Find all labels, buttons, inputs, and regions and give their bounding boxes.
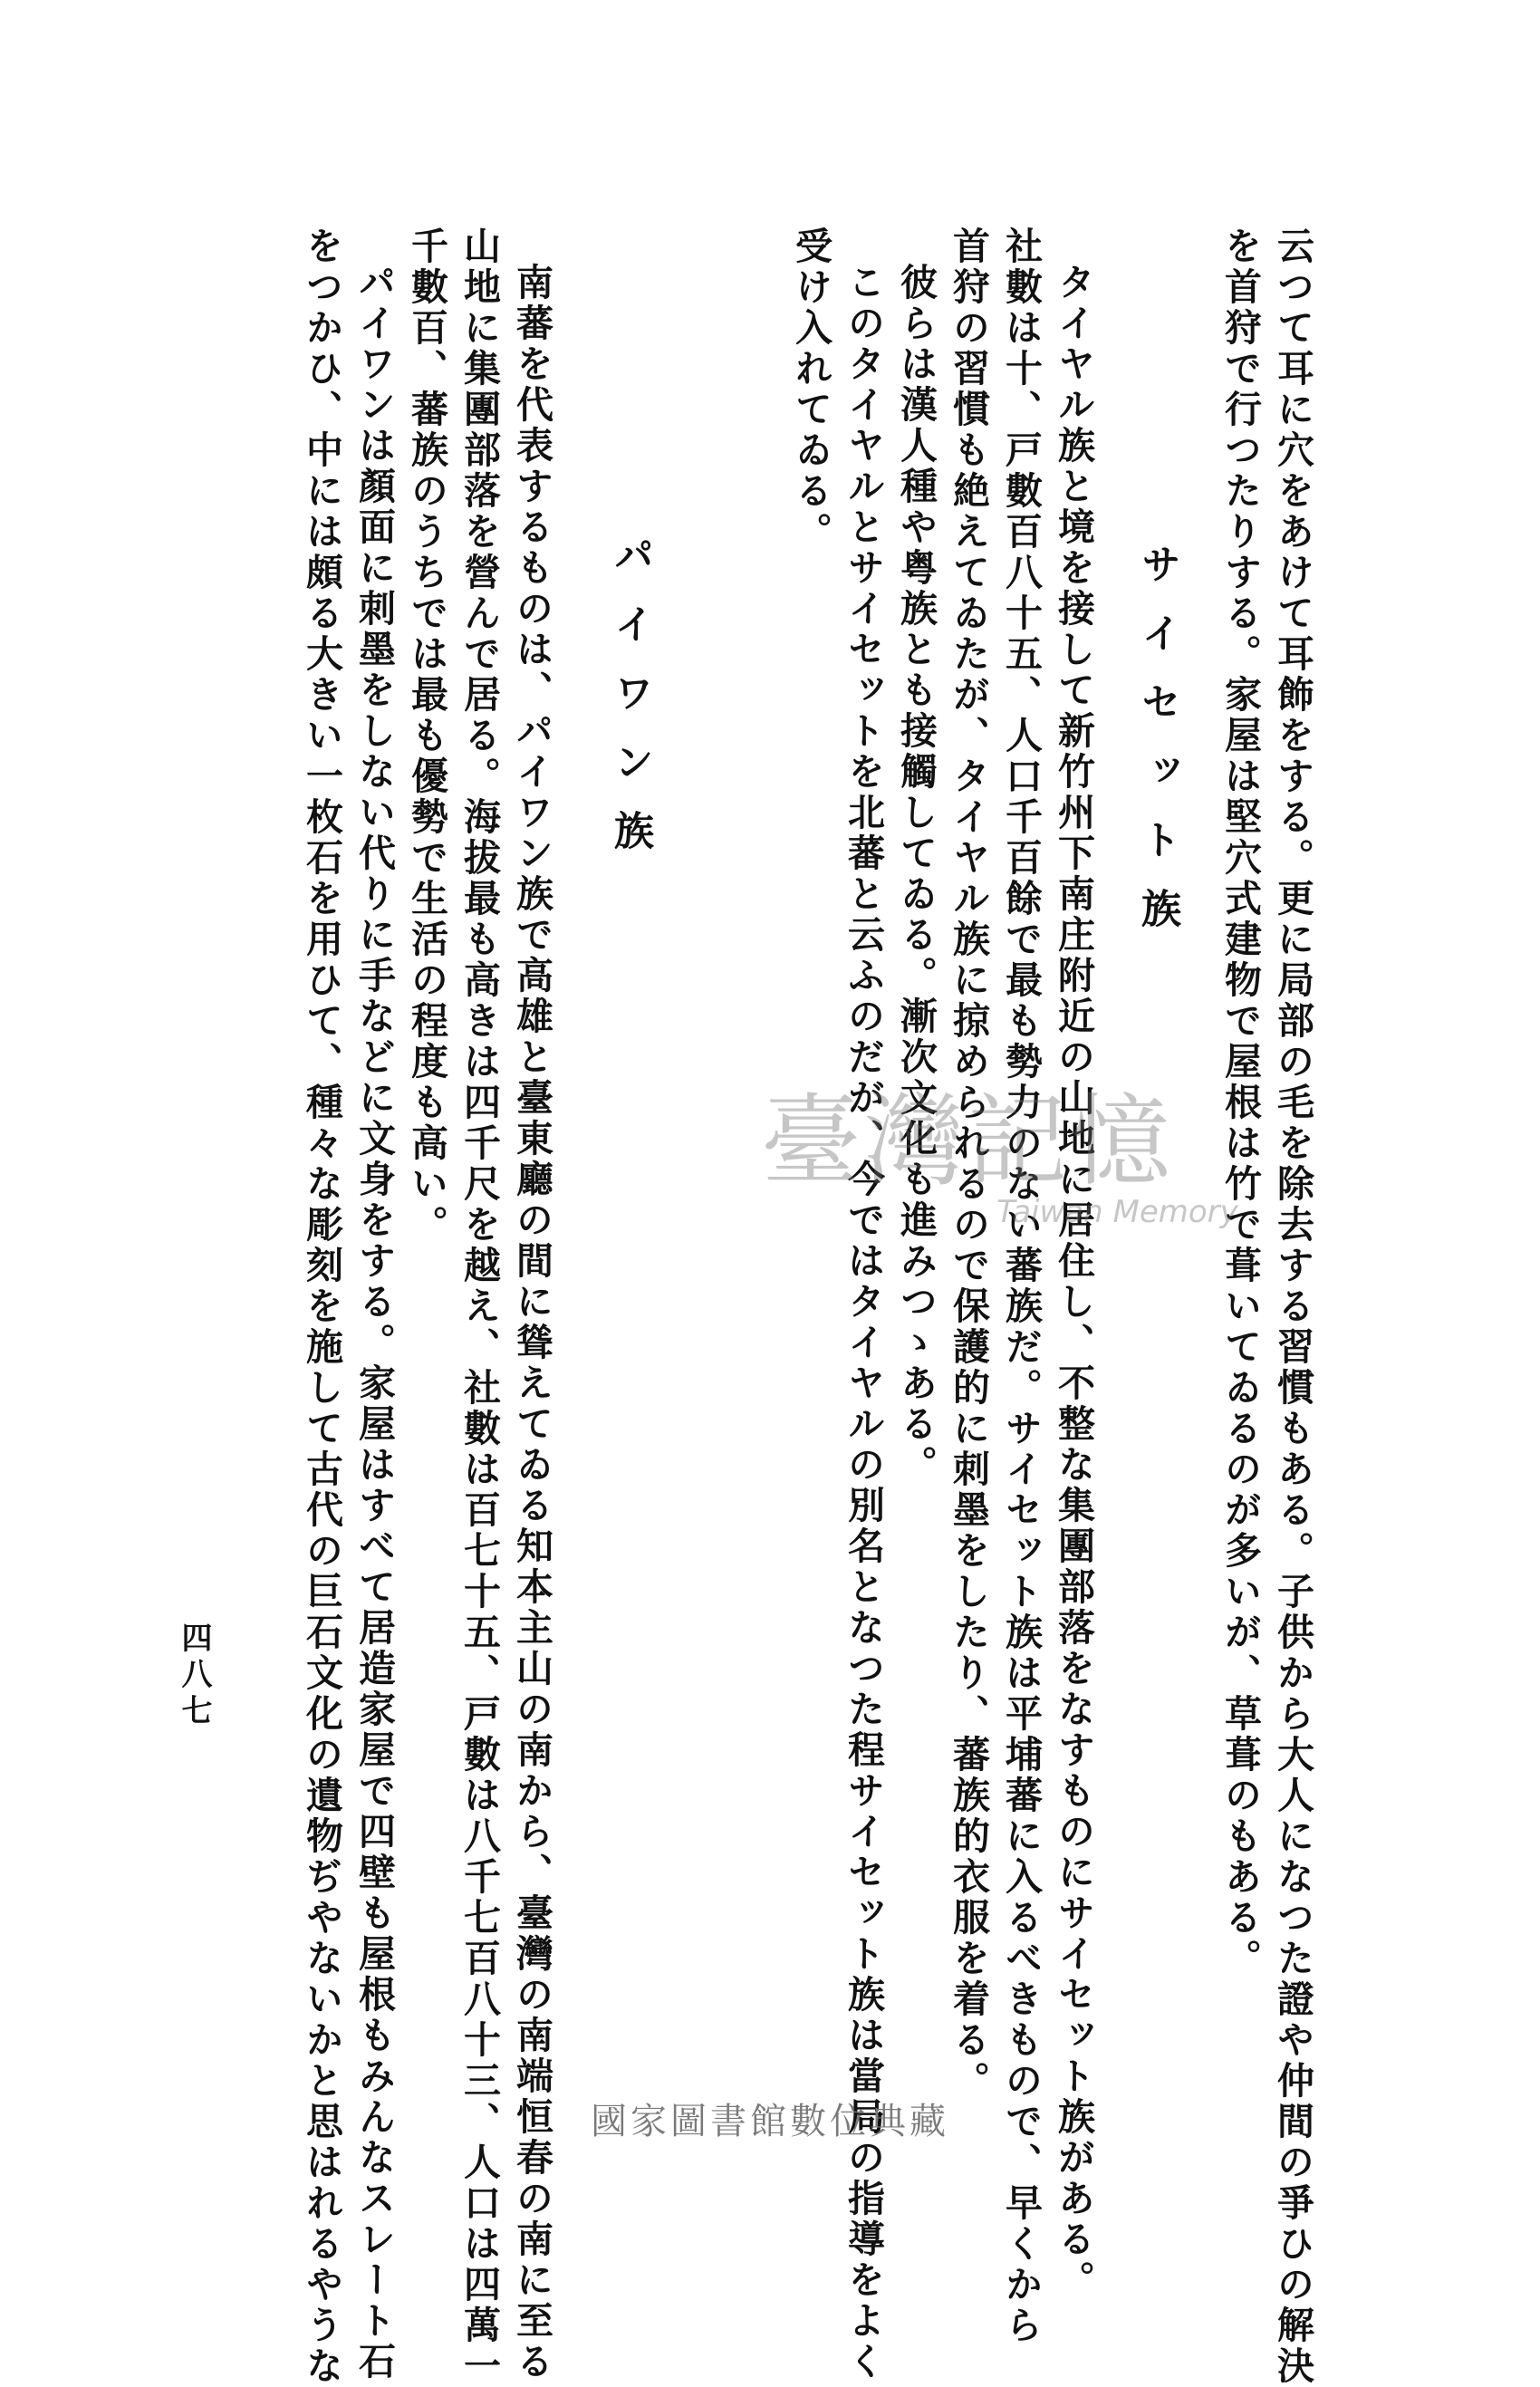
text-column-6: 彼らは漢人種や粤族とも接觸してゐる。漸次文化も進みつゝある。 [894, 263, 938, 1486]
text-column-1: 云つて耳に穴をあけて耳飾をする。更に局部の毛を除去する習慣もある。子供から大人になつた證や仲間の爭ひの解決 [1271, 226, 1314, 2387]
text-column-10: 山地に集團部落を營んで居る。海拔最も高きは四千尺を越え、社數は百七十五、戸數は八千七百八十三、人口は四萬一 [457, 226, 501, 2387]
page-number: 四八七 [176, 1622, 212, 1730]
text-column-9: 南蕃を代表するものは、パイワン族で高雄と臺東廳の間に聳えてゐる知本主山の南から、臺灣の南端恒春の南に至る [510, 263, 553, 2382]
section-heading-paiwan: パイワン族 [607, 534, 653, 879]
text-column-8: 受け入れてゐる。 [789, 226, 833, 553]
text-column-7: このタイヤルとサイセットを北蕃と云ふのだが、今ではタイヤルの別名となつた程サイセット族は當局の指導をよく [842, 263, 885, 2382]
watermark-en: Taiwan Memory [996, 1194, 1238, 1230]
library-footer: 國家圖書館數位典藏 [591, 2101, 949, 2142]
taiwan-memory-watermark [761, 1083, 1238, 1259]
text-column-4: 社數は十、戸數百八十五、人口千百餘で最も勢力のない蕃族だ。サイセット族は平埔蕃に入るべきもので、早くから [999, 226, 1043, 2346]
text-column-2: を首狩で行つたりする。家屋は堅穴式建物で屋根は竹で葺いてゐるのが多いが、草葺のもある。 [1218, 226, 1262, 1979]
text-column-13: をつかひ、中には頗る大きい一枚石を用ひて、種々な彫刻を施して古代の巨石文化の遺物ぢやないかと思はれるやうな [300, 226, 343, 2387]
section-heading-saisett: サイセット族 [1134, 544, 1180, 957]
watermark-cjk: 臺灣記憶 [761, 1083, 1174, 1199]
text-column-11: 千數百、蕃族のうちでは最も優勢で生活の程度も高い。 [405, 226, 448, 1246]
text-column-12: パイワンは顏面に刺墨をしない代りに手などに文身をする。家屋はすべて居造家屋で四壁も屋根もみんなスレート石 [352, 263, 396, 2382]
text-column-3: タイヤル族と境を接して新竹州下南庄附近の山地に居住し、不整な集團部落をなすものにサイセット族がある。 [1052, 263, 1095, 2301]
text-column-5: 首狩の習慣も絶えてゐたが、タイヤル族に掠められるので保護的に刺墨をしたり、蕃族的衣服を着る。 [947, 226, 990, 2102]
